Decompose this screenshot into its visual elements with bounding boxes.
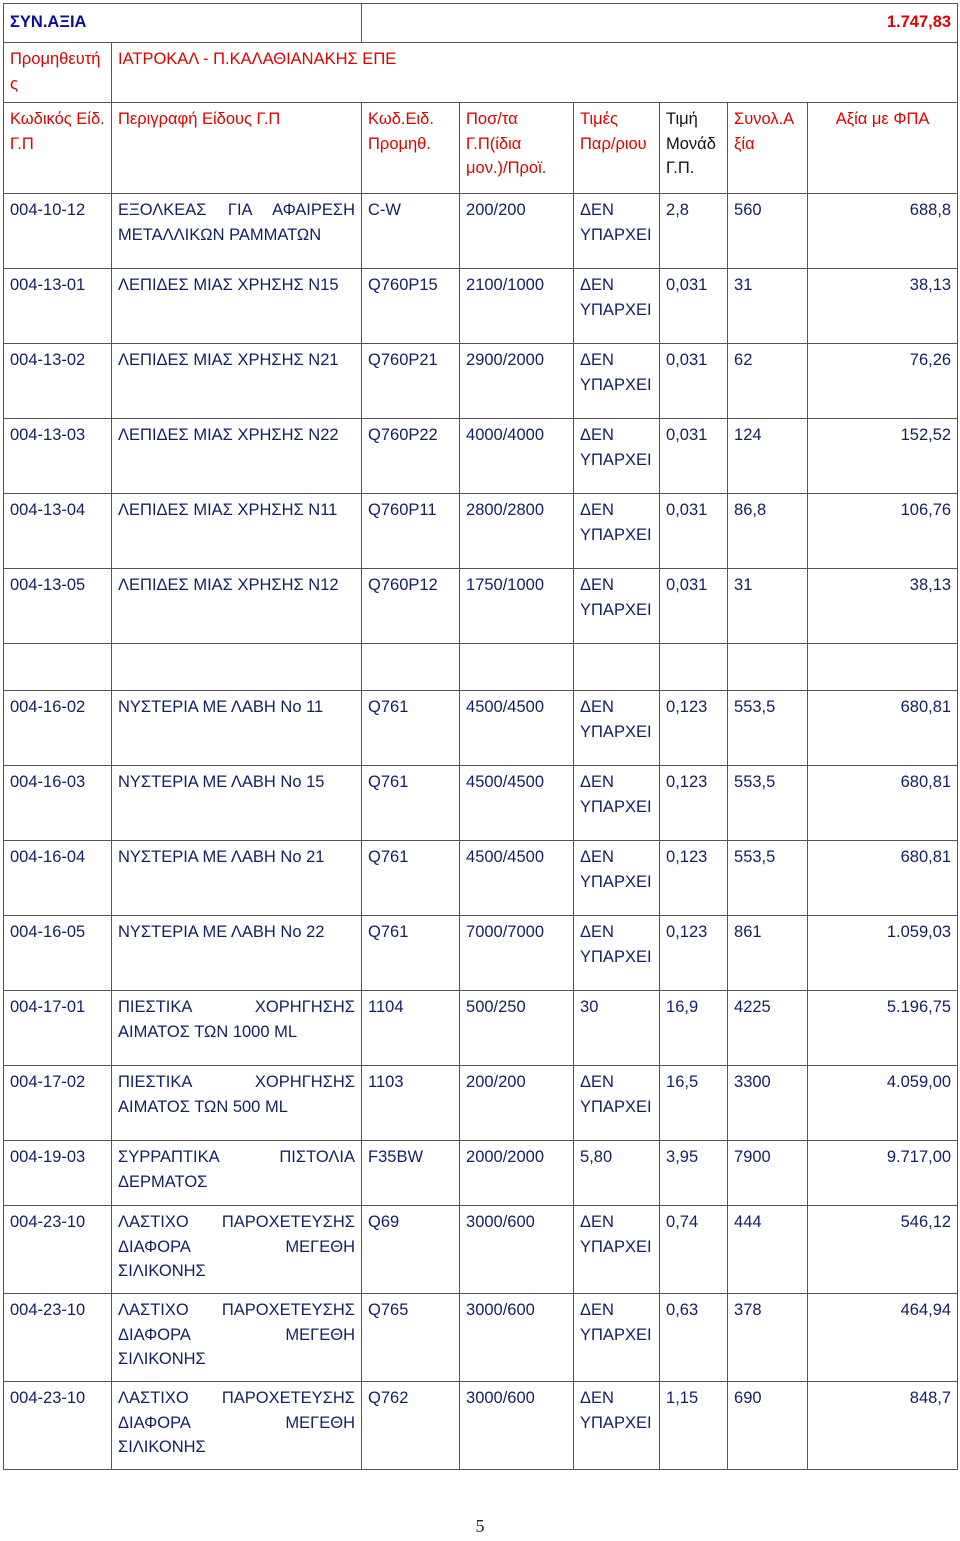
- item-code: 004-23-10: [4, 1382, 112, 1470]
- item-code: 004-16-03: [4, 766, 112, 841]
- supplier-name: ΙΑΤΡΟΚΑΛ - Π.ΚΑΛΑΘΙΑΝΑΚΗΣ ΕΠΕ: [112, 43, 958, 103]
- item-total-value: 553,5: [728, 841, 808, 916]
- table-row: [4, 1294, 958, 1382]
- summary-total: 1.747,83: [362, 4, 958, 43]
- item-code: 004-10-12: [4, 194, 112, 269]
- item-quantity: 2100/1000: [460, 269, 574, 344]
- header-total-value: Συνολ.Αξία: [728, 103, 808, 194]
- page-number: 5: [475, 1516, 485, 1536]
- item-code: 004-13-03: [4, 419, 112, 494]
- gap-cell: [4, 644, 112, 691]
- item-value-vat: 152,52: [808, 419, 958, 494]
- table-row: [4, 1141, 958, 1206]
- item-total-value: 31: [728, 569, 808, 644]
- item-supplier-code: Q760P12: [362, 569, 460, 644]
- header-supplier-code: Κωδ.Ειδ. Προμηθ.: [362, 103, 460, 194]
- item-code: 004-13-02: [4, 344, 112, 419]
- item-quantity: 4500/4500: [460, 841, 574, 916]
- item-unit-price: 0,031: [660, 569, 728, 644]
- item-supplier-code: Q761: [362, 841, 460, 916]
- table-row: [4, 766, 958, 841]
- items-table: [3, 3, 958, 1470]
- header-row: [4, 103, 958, 194]
- item-market-price: ΔΕΝ ΥΠΑΡΧΕΙ: [574, 841, 660, 916]
- item-supplier-code: Q760P11: [362, 494, 460, 569]
- item-unit-price: 0,123: [660, 841, 728, 916]
- item-total-value: 553,5: [728, 766, 808, 841]
- item-market-price: ΔΕΝ ΥΠΑΡΧΕΙ: [574, 569, 660, 644]
- header-description: Περιγραφή Είδους Γ.Π: [112, 103, 362, 194]
- item-description: ΛΑΣΤΙΧΟ ΠΑΡΟΧΕΤΕΥΣΗΣ ΔΙΑΦΟΡΑ ΜΕΓΕΘΗ ΣΙΛΙΚΟΝΗΣ: [112, 1294, 362, 1382]
- item-supplier-code: C-W: [362, 194, 460, 269]
- item-supplier-code: Q760P15: [362, 269, 460, 344]
- item-market-price: ΔΕΝ ΥΠΑΡΧΕΙ: [574, 1382, 660, 1470]
- item-code: 004-13-01: [4, 269, 112, 344]
- item-quantity: 2800/2800: [460, 494, 574, 569]
- item-description: ΛΕΠΙΔΕΣ ΜΙΑΣ ΧΡΗΣΗΣ Ν15: [112, 269, 362, 344]
- item-quantity: 3000/600: [460, 1294, 574, 1382]
- item-value-vat: 546,12: [808, 1206, 958, 1294]
- item-total-value: 7900: [728, 1141, 808, 1206]
- item-market-price: ΔΕΝ ΥΠΑΡΧΕΙ: [574, 1294, 660, 1382]
- item-description: ΝΥΣΤΕΡΙΑ ΜΕ ΛΑΒΗ Νο 22: [112, 916, 362, 991]
- item-value-vat: 848,7: [808, 1382, 958, 1470]
- item-supplier-code: 1104: [362, 991, 460, 1066]
- item-code: 004-16-05: [4, 916, 112, 991]
- table-row: [4, 569, 958, 644]
- item-market-price: ΔΕΝ ΥΠΑΡΧΕΙ: [574, 419, 660, 494]
- item-quantity: 3000/600: [460, 1382, 574, 1470]
- table-row: [4, 1206, 958, 1294]
- item-supplier-code: 1103: [362, 1066, 460, 1141]
- item-value-vat: 680,81: [808, 766, 958, 841]
- item-unit-price: 0,031: [660, 419, 728, 494]
- gap-cell: [112, 644, 362, 691]
- gap-cell: [728, 644, 808, 691]
- item-value-vat: 680,81: [808, 841, 958, 916]
- item-market-price: ΔΕΝ ΥΠΑΡΧΕΙ: [574, 691, 660, 766]
- item-total-value: 31: [728, 269, 808, 344]
- item-code: 004-23-10: [4, 1206, 112, 1294]
- item-unit-price: 0,031: [660, 344, 728, 419]
- item-description: ΛΕΠΙΔΕΣ ΜΙΑΣ ΧΡΗΣΗΣ Ν21: [112, 344, 362, 419]
- supplier-row: [4, 43, 958, 103]
- item-unit-price: 3,95: [660, 1141, 728, 1206]
- item-market-price: ΔΕΝ ΥΠΑΡΧΕΙ: [574, 1206, 660, 1294]
- item-value-vat: 76,26: [808, 344, 958, 419]
- item-value-vat: 38,13: [808, 269, 958, 344]
- item-description: ΛΑΣΤΙΧΟ ΠΑΡΟΧΕΤΕΥΣΗΣ ΔΙΑΦΟΡΑ ΜΕΓΕΘΗ ΣΙΛΙΚΟΝΗΣ: [112, 1206, 362, 1294]
- item-supplier-code: Q765: [362, 1294, 460, 1382]
- item-unit-price: 0,63: [660, 1294, 728, 1382]
- table-row: [4, 494, 958, 569]
- item-quantity: 4500/4500: [460, 766, 574, 841]
- section-gap: [4, 644, 958, 691]
- table-row: [4, 419, 958, 494]
- item-description: ΠΙΕΣΤΙΚΑ ΧΟΡΗΓΗΣΗΣ ΑΙΜΑΤΟΣ ΤΩΝ 1000 ML: [112, 991, 362, 1066]
- item-code: 004-17-01: [4, 991, 112, 1066]
- gap-cell: [460, 644, 574, 691]
- item-supplier-code: Q761: [362, 916, 460, 991]
- item-value-vat: 688,8: [808, 194, 958, 269]
- item-value-vat: 38,13: [808, 569, 958, 644]
- item-total-value: 62: [728, 344, 808, 419]
- item-market-price: ΔΕΝ ΥΠΑΡΧΕΙ: [574, 269, 660, 344]
- item-total-value: 690: [728, 1382, 808, 1470]
- header-unit-price: Τιμή Μονάδ Γ.Π.: [660, 103, 728, 194]
- item-quantity: 200/200: [460, 194, 574, 269]
- item-total-value: 3300: [728, 1066, 808, 1141]
- summary-label: ΣΥΝ.ΑΞΙΑ: [4, 4, 362, 43]
- item-supplier-code: Q761: [362, 691, 460, 766]
- header-prices: Τιμές Παρ/ριου: [574, 103, 660, 194]
- table-row: [4, 1066, 958, 1141]
- table-row: [4, 1382, 958, 1470]
- item-unit-price: 0,74: [660, 1206, 728, 1294]
- table-row: [4, 691, 958, 766]
- item-quantity: 7000/7000: [460, 916, 574, 991]
- summary-row: [4, 4, 958, 43]
- item-description: ΛΑΣΤΙΧΟ ΠΑΡΟΧΕΤΕΥΣΗΣ ΔΙΑΦΟΡΑ ΜΕΓΕΘΗ ΣΙΛΙΚΟΝΗΣ: [112, 1382, 362, 1470]
- item-code: 004-16-04: [4, 841, 112, 916]
- gap-cell: [574, 644, 660, 691]
- item-code: 004-13-04: [4, 494, 112, 569]
- item-unit-price: 0,123: [660, 916, 728, 991]
- item-description: ΣΥΡΡΑΠΤΙΚΑ ΠΙΣΤΟΛΙΑ ΔΕΡΜΑΤΟΣ: [112, 1141, 362, 1206]
- item-description: ΝΥΣΤΕΡΙΑ ΜΕ ΛΑΒΗ Νο 11: [112, 691, 362, 766]
- table-row: [4, 194, 958, 269]
- item-supplier-code: F35BW: [362, 1141, 460, 1206]
- item-total-value: 553,5: [728, 691, 808, 766]
- table-row: [4, 991, 958, 1066]
- table-row: [4, 269, 958, 344]
- item-quantity: 1750/1000: [460, 569, 574, 644]
- item-description: ΕΞΟΛΚΕΑΣ ΓΙΑ ΑΦΑΙΡΕΣΗ ΜΕΤΑΛΛΙΚΩΝ ΡΑΜΜΑΤΩΝ: [112, 194, 362, 269]
- item-code: 004-23-10: [4, 1294, 112, 1382]
- item-unit-price: 0,031: [660, 494, 728, 569]
- item-unit-price: 1,15: [660, 1382, 728, 1470]
- item-value-vat: 680,81: [808, 691, 958, 766]
- item-value-vat: 464,94: [808, 1294, 958, 1382]
- item-market-price: ΔΕΝ ΥΠΑΡΧΕΙ: [574, 344, 660, 419]
- item-description: ΝΥΣΤΕΡΙΑ ΜΕ ΛΑΒΗ Νο 21: [112, 841, 362, 916]
- item-description: ΛΕΠΙΔΕΣ ΜΙΑΣ ΧΡΗΣΗΣ Ν22: [112, 419, 362, 494]
- header-value-vat: Αξία με ΦΠΑ: [808, 103, 958, 194]
- item-total-value: 861: [728, 916, 808, 991]
- item-market-price: 5,80: [574, 1141, 660, 1206]
- item-code: 004-17-02: [4, 1066, 112, 1141]
- item-value-vat: 4.059,00: [808, 1066, 958, 1141]
- header-code: Κωδικός Είδ. Γ.Π: [4, 103, 112, 194]
- item-code: 004-19-03: [4, 1141, 112, 1206]
- item-unit-price: 16,9: [660, 991, 728, 1066]
- gap-cell: [362, 644, 460, 691]
- item-description: ΝΥΣΤΕΡΙΑ ΜΕ ΛΑΒΗ Νο 15: [112, 766, 362, 841]
- item-total-value: 4225: [728, 991, 808, 1066]
- item-market-price: ΔΕΝ ΥΠΑΡΧΕΙ: [574, 1066, 660, 1141]
- item-quantity: 3000/600: [460, 1206, 574, 1294]
- item-unit-price: 2,8: [660, 194, 728, 269]
- table-row: [4, 344, 958, 419]
- table-row: [4, 841, 958, 916]
- gap-cell: [660, 644, 728, 691]
- item-unit-price: 0,123: [660, 691, 728, 766]
- gap-cell: [808, 644, 958, 691]
- item-quantity: 2000/2000: [460, 1141, 574, 1206]
- item-market-price: ΔΕΝ ΥΠΑΡΧΕΙ: [574, 494, 660, 569]
- item-supplier-code: Q762: [362, 1382, 460, 1470]
- item-quantity: 4000/4000: [460, 419, 574, 494]
- item-supplier-code: Q69: [362, 1206, 460, 1294]
- item-unit-price: 16,5: [660, 1066, 728, 1141]
- item-market-price: ΔΕΝ ΥΠΑΡΧΕΙ: [574, 766, 660, 841]
- item-quantity: 500/250: [460, 991, 574, 1066]
- item-supplier-code: Q760P22: [362, 419, 460, 494]
- item-unit-price: 0,123: [660, 766, 728, 841]
- item-total-value: 444: [728, 1206, 808, 1294]
- header-quantity: Ποσ/τα Γ.Π(ίδια μον.)/Προϊ.: [460, 103, 574, 194]
- item-value-vat: 5.196,75: [808, 991, 958, 1066]
- item-total-value: 378: [728, 1294, 808, 1382]
- item-value-vat: 106,76: [808, 494, 958, 569]
- item-code: 004-16-02: [4, 691, 112, 766]
- item-total-value: 560: [728, 194, 808, 269]
- item-market-price: ΔΕΝ ΥΠΑΡΧΕΙ: [574, 916, 660, 991]
- item-description: ΛΕΠΙΔΕΣ ΜΙΑΣ ΧΡΗΣΗΣ Ν11: [112, 494, 362, 569]
- item-total-value: 86,8: [728, 494, 808, 569]
- item-description: ΠΙΕΣΤΙΚΑ ΧΟΡΗΓΗΣΗΣ ΑΙΜΑΤΟΣ ΤΩΝ 500 ML: [112, 1066, 362, 1141]
- table-row: [4, 916, 958, 991]
- supplier-label: Προμηθευτής: [4, 43, 112, 103]
- item-quantity: 200/200: [460, 1066, 574, 1141]
- item-quantity: 2900/2000: [460, 344, 574, 419]
- item-supplier-code: Q761: [362, 766, 460, 841]
- item-code: 004-13-05: [4, 569, 112, 644]
- item-market-price: ΔΕΝ ΥΠΑΡΧΕΙ: [574, 194, 660, 269]
- item-description: ΛΕΠΙΔΕΣ ΜΙΑΣ ΧΡΗΣΗΣ Ν12: [112, 569, 362, 644]
- item-value-vat: 1.059,03: [808, 916, 958, 991]
- item-supplier-code: Q760P21: [362, 344, 460, 419]
- item-market-price: 30: [574, 991, 660, 1066]
- item-quantity: 4500/4500: [460, 691, 574, 766]
- item-total-value: 124: [728, 419, 808, 494]
- item-value-vat: 9.717,00: [808, 1141, 958, 1206]
- item-unit-price: 0,031: [660, 269, 728, 344]
